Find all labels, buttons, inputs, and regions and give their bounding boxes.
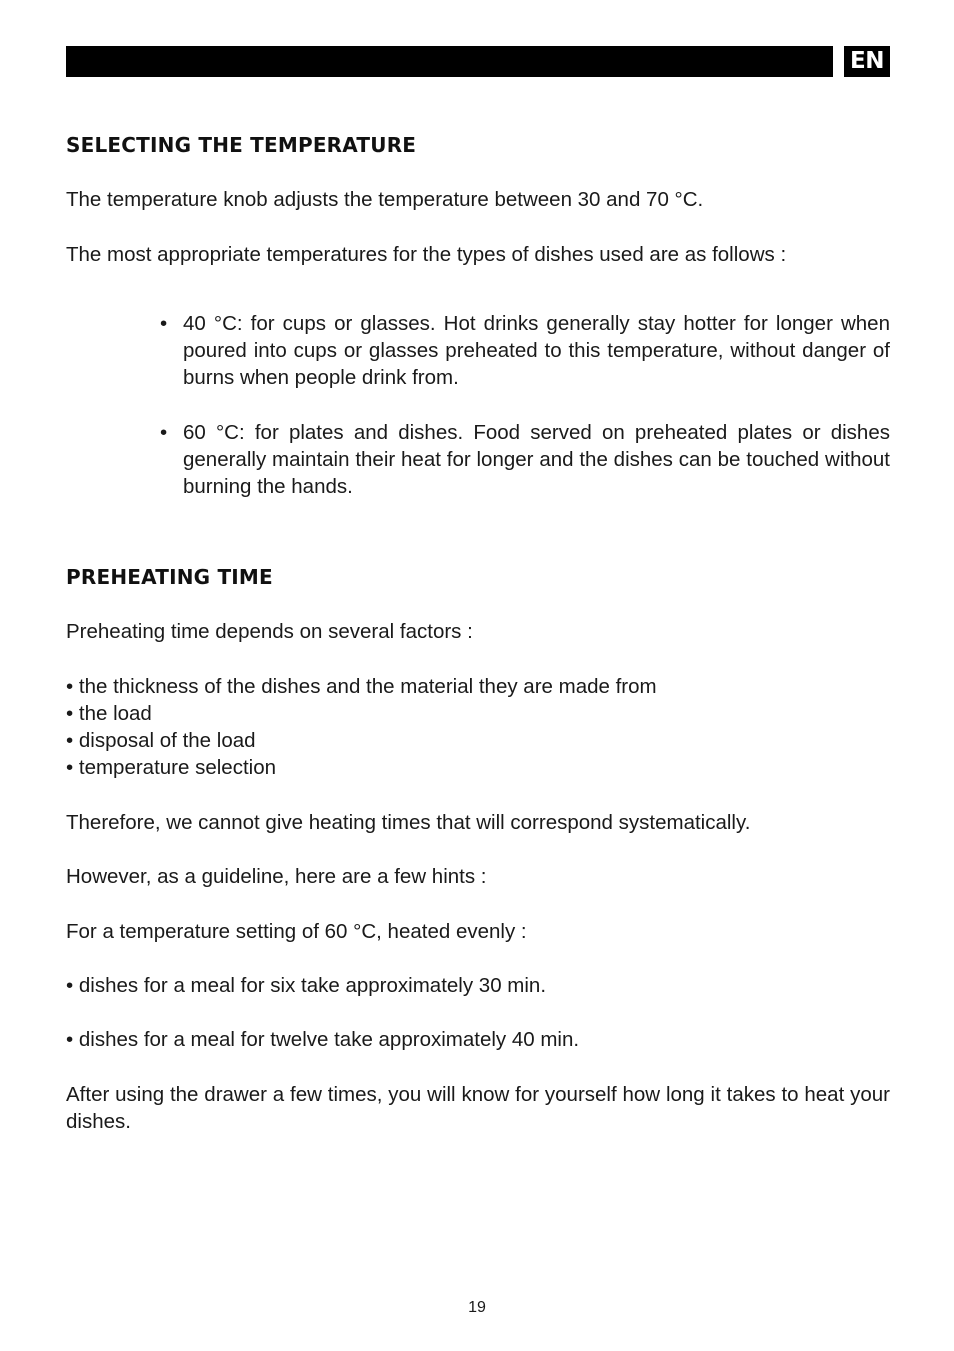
bullet-text-40c: 40 °C: for cups or glasses. Hot drinks generally stay hotter for longer when poured into cups or glasses preheated to this temperature, without danger of burns when people drink from. xyxy=(183,312,890,389)
page-number: 19 xyxy=(468,1299,486,1316)
factor-item: • the thickness of the dishes and the material they are made from xyxy=(66,675,657,698)
section-title-selecting-temperature: SELECTING THE TEMPERATURE xyxy=(66,133,417,157)
after-use-paragraph: After using the drawer a few times, you will know for yourself how long it takes to heat your dishes. xyxy=(66,1083,890,1133)
therefore-paragraph: Therefore, we cannot give heating times that will correspond systematically. xyxy=(66,811,751,834)
bullet-dot: • xyxy=(160,312,168,335)
hint-six: • dishes for a meal for six take approximately 30 min. xyxy=(66,974,547,997)
guideline-paragraph: However, as a guideline, here are a few hints : xyxy=(66,865,487,888)
language-badge: EN xyxy=(844,46,890,77)
factor-item: • the load xyxy=(66,702,152,725)
temperatures-intro-paragraph: The most appropriate temperatures for the types of dishes used are as follows : xyxy=(66,243,787,266)
preheating-intro-paragraph: Preheating time depends on several factors : xyxy=(66,620,473,643)
temperature-range-paragraph: The temperature knob adjusts the temperature between 30 and 70 °C. xyxy=(66,188,704,211)
factor-item: • temperature selection xyxy=(66,756,277,779)
factor-item: • disposal of the load xyxy=(66,729,256,752)
hint-twelve: • dishes for a meal for twelve take approximately 40 min. xyxy=(66,1028,580,1051)
temperature-setting-paragraph: For a temperature setting of 60 °C, heated evenly : xyxy=(66,920,527,943)
bullet-text-60c: 60 °C: for plates and dishes. Food served on preheated plates or dishes generally maintain their heat for longer and the dishes can be touched without burning the hands. xyxy=(183,421,890,498)
header-bar xyxy=(66,46,833,77)
bullet-dot: • xyxy=(160,421,168,444)
section-title-preheating-time: PREHEATING TIME xyxy=(66,565,273,589)
